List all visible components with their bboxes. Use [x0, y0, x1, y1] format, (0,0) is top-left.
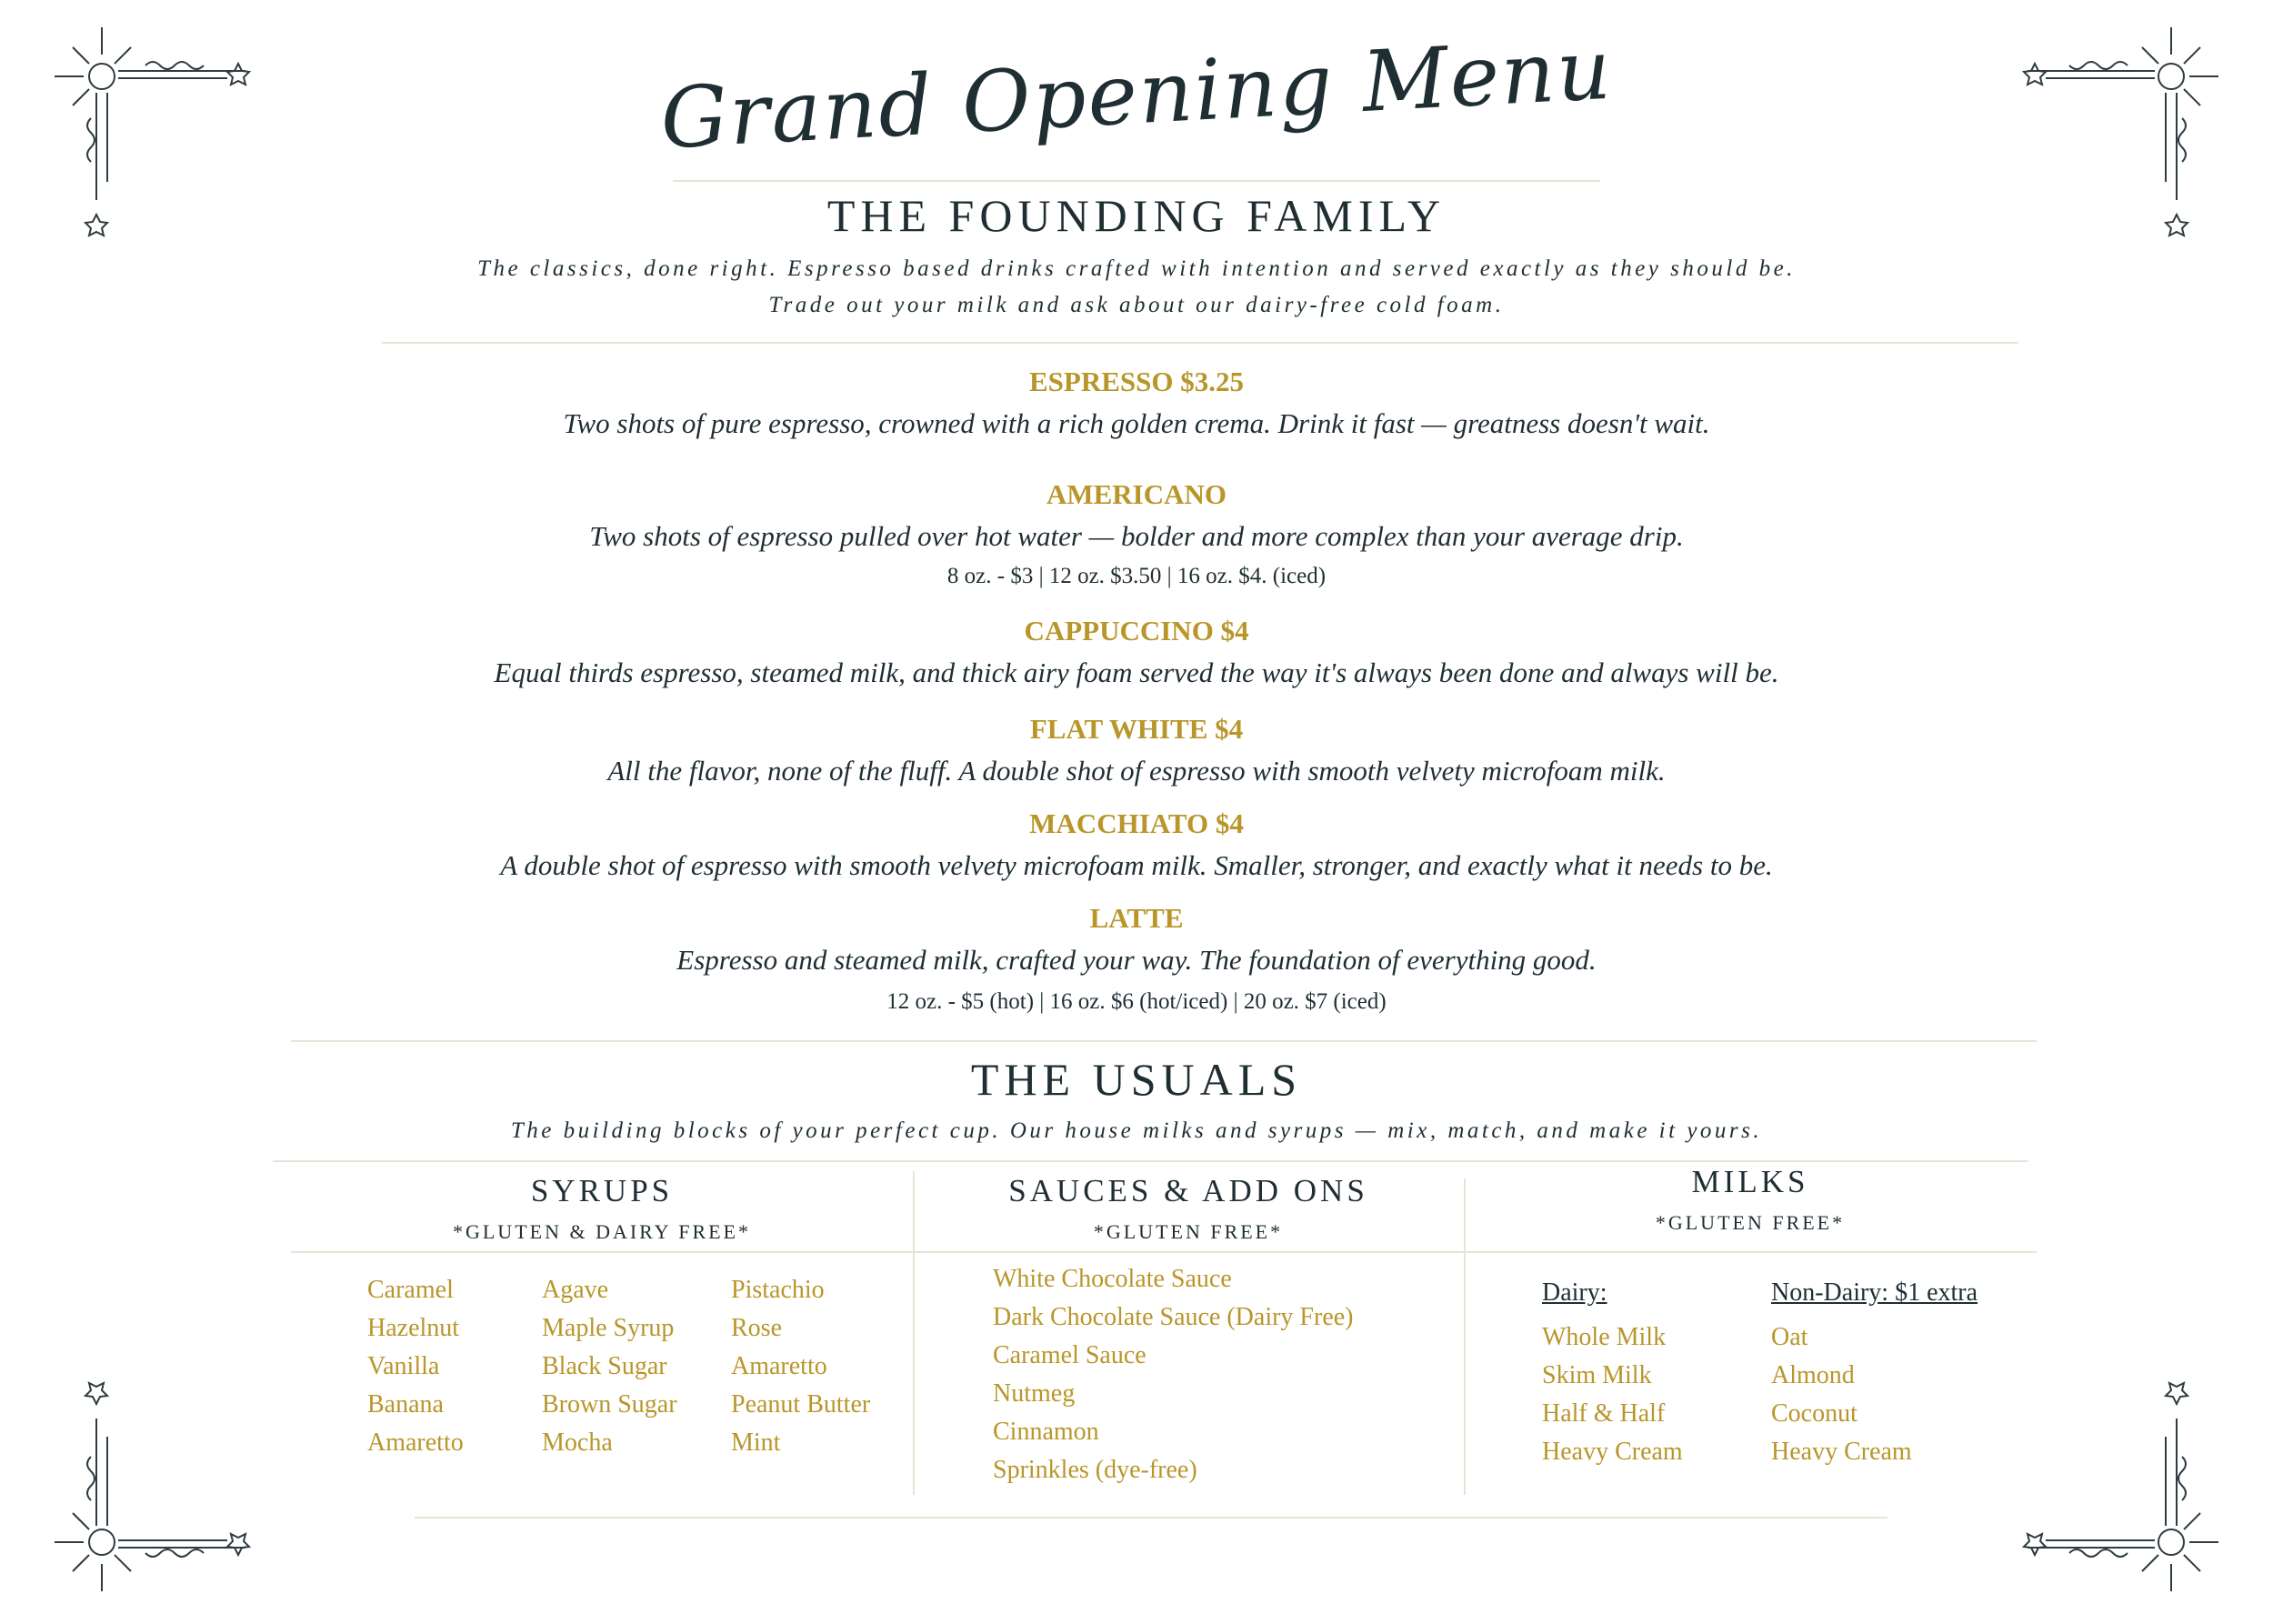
- list-item: Hazelnut: [367, 1314, 460, 1342]
- syrups-column-1: [367, 1271, 464, 1462]
- list-item: Heavy Cream: [1771, 1438, 1912, 1466]
- list-item: Amaretto: [367, 1429, 464, 1457]
- list-item: Dark Chocolate Sauce (Dairy Free): [993, 1303, 1354, 1331]
- syrups-column-2: [542, 1271, 677, 1462]
- list-item: Amaretto: [731, 1352, 827, 1380]
- item-desc-flat-white: All the flavor, none of the fluff. A double shot of espresso with smooth velvety microfoam milk.: [607, 755, 1666, 787]
- syrups-heading: SYRUPS: [530, 1173, 674, 1208]
- nondairy-list: [1771, 1318, 1912, 1471]
- sauces-note: *GLUTEN FREE*: [1093, 1220, 1284, 1243]
- divider: [273, 1160, 2028, 1162]
- founding-heading: THE FOUNDING FAMILY: [826, 190, 1447, 241]
- item-name-espresso: ESPRESSO $3.25: [1028, 366, 1244, 397]
- item-name-cappuccino: CAPPUCCINO $4: [1024, 615, 1249, 647]
- list-item: White Chocolate Sauce: [993, 1265, 1232, 1293]
- dairy-label: Dairy:: [1542, 1278, 1607, 1307]
- list-item: Whole Milk: [1542, 1323, 1667, 1351]
- list-item: Sprinkles (dye-free): [993, 1456, 1197, 1484]
- menu-title: Grand Opening Menu: [658, 20, 1615, 168]
- nondairy-label: Non-Dairy: $1 extra: [1771, 1278, 1978, 1307]
- dairy-list: [1542, 1318, 1683, 1471]
- divider: [673, 180, 1600, 182]
- divider: [382, 342, 2018, 344]
- corner-ornament-bottom-left: [36, 1364, 273, 1600]
- syrups-column-3: [731, 1271, 870, 1462]
- founding-subtitle-line1: The classics, done right. Espresso based drinks crafted with intention and served exactly as they should be.: [477, 256, 1796, 281]
- item-name-flat-white: FLAT WHITE $4: [1029, 713, 1244, 745]
- list-item: Banana: [367, 1390, 444, 1418]
- divider: [415, 1517, 1887, 1519]
- list-item: Brown Sugar: [542, 1390, 677, 1418]
- usuals-subtitle: The building blocks of your perfect cup. Our house milks and syrups — mix, match, and make it yours.: [510, 1118, 1763, 1143]
- item-name-americano: AMERICANO: [1046, 478, 1227, 510]
- milks-heading: MILKS: [1691, 1164, 1809, 1199]
- item-name-latte: LATTE: [1089, 902, 1184, 934]
- list-item: Half & Half: [1542, 1399, 1666, 1428]
- item-desc-americano: Two shots of espresso pulled over hot water — bolder and more complex than your average drip.: [589, 520, 1684, 552]
- list-item: Peanut Butter: [731, 1390, 871, 1418]
- list-item: Skim Milk: [1542, 1361, 1652, 1389]
- item-desc-espresso: Two shots of pure espresso, crowned with a rich golden crema. Drink it fast — greatness doesn't wait.: [563, 407, 1710, 439]
- usuals-heading: THE USUALS: [970, 1054, 1303, 1105]
- list-item: Cinnamon: [993, 1418, 1099, 1446]
- list-item: Agave: [542, 1276, 609, 1304]
- item-desc-macchiato: A double shot of espresso with smooth velvety microfoam milk. Smaller, stronger, and exactly what it needs to be.: [500, 849, 1773, 881]
- list-item: Almond: [1771, 1361, 1855, 1389]
- list-item: Nutmeg: [993, 1379, 1076, 1408]
- list-item: Rose: [731, 1314, 782, 1342]
- list-item: Caramel Sauce: [993, 1341, 1147, 1369]
- item-name-macchiato: MACCHIATO $4: [1029, 807, 1244, 839]
- list-item: Heavy Cream: [1542, 1438, 1683, 1466]
- list-item: Caramel: [367, 1276, 454, 1304]
- list-item: Oat: [1771, 1323, 1808, 1351]
- item-desc-cappuccino: Equal thirds espresso, steamed milk, and thick airy foam served the way it's always been done and always will be.: [494, 657, 1779, 688]
- sauces-list: [993, 1260, 1354, 1489]
- list-item: Black Sugar: [542, 1352, 667, 1380]
- list-item: Vanilla: [367, 1352, 440, 1380]
- milks-note: *GLUTEN FREE*: [1655, 1211, 1846, 1234]
- list-item: Mint: [731, 1429, 781, 1457]
- divider: [291, 1040, 2037, 1042]
- corner-ornament-bottom-right: [2000, 1364, 2237, 1600]
- sauces-heading: SAUCES & ADD ONS: [1008, 1173, 1368, 1208]
- list-item: Coconut: [1771, 1399, 1857, 1428]
- divider: [291, 1251, 2037, 1253]
- syrups-note: *GLUTEN & DAIRY FREE*: [452, 1220, 751, 1243]
- item-sizes-latte: 12 oz. - $5 (hot) | 16 oz. $6 (hot/iced) | 20 oz. $7 (iced): [886, 989, 1387, 1014]
- list-item: Mocha: [542, 1429, 613, 1457]
- list-item: Maple Syrup: [542, 1314, 675, 1342]
- list-item: Pistachio: [731, 1276, 825, 1304]
- item-desc-latte: Espresso and steamed milk, crafted your way. The foundation of everything good.: [676, 944, 1597, 976]
- founding-subtitle-line2: Trade out your milk and ask about our dairy-free cold foam.: [768, 293, 1505, 317]
- item-sizes-americano: 8 oz. - $3 | 12 oz. $3.50 | 16 oz. $4. (iced): [946, 564, 1327, 588]
